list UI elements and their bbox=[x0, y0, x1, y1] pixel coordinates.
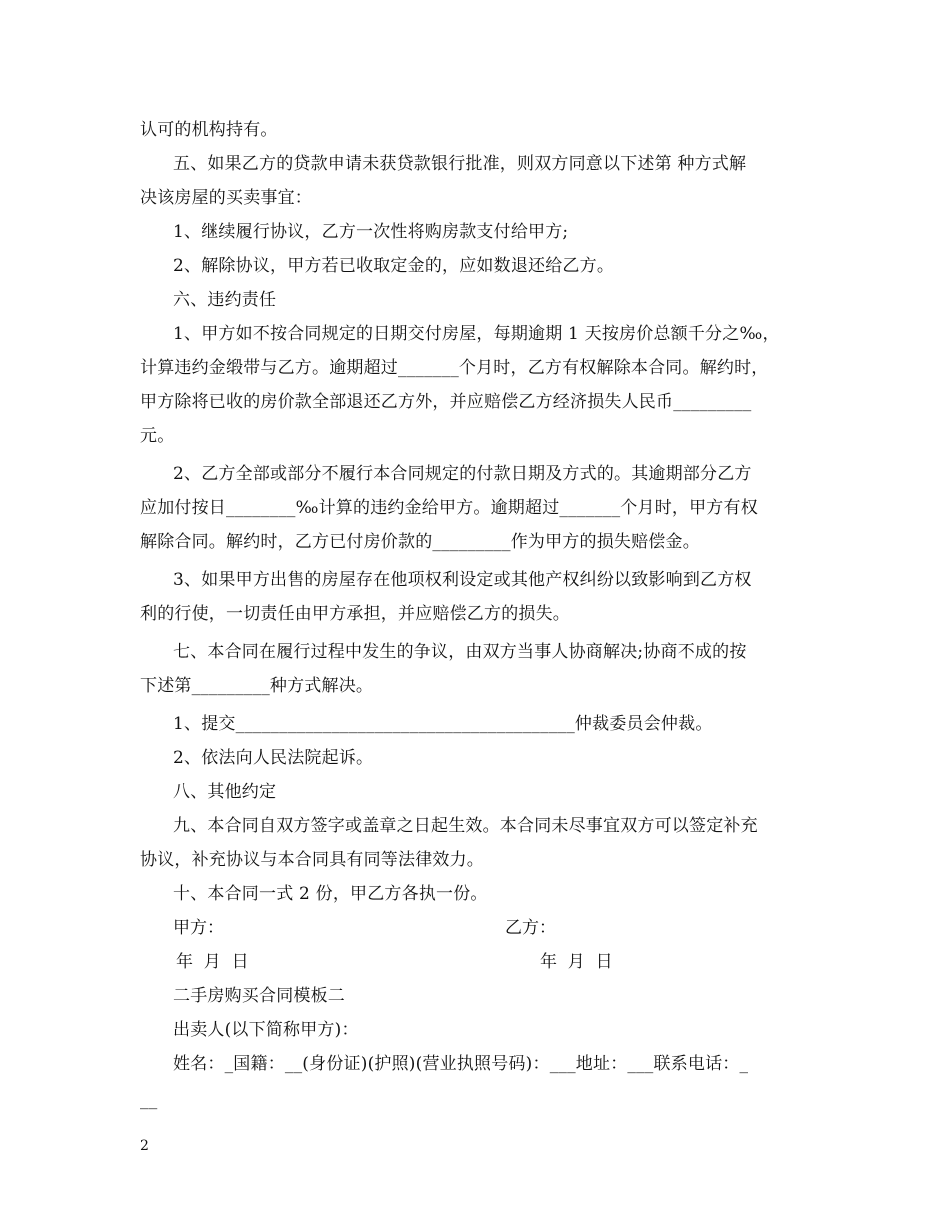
text-line-10: 元。 bbox=[140, 426, 175, 446]
party-a-label: 甲方： bbox=[173, 918, 224, 938]
text-line-8: 计算违约金缎带与乙方。逾期超过_______个月时，乙方有权解除本合同。解约时， bbox=[140, 358, 769, 378]
text-line-seller-info: 姓名：_国籍：__(身份证)(护照)(营业执照号码)：___地址：___联系电话：_ bbox=[173, 1054, 749, 1074]
text-line-17: 下述第_________种方式解决。 bbox=[140, 676, 374, 696]
text-line-continuation: __ bbox=[140, 1090, 158, 1110]
text-line-seller: 出卖人(以下简称甲方)： bbox=[173, 1020, 359, 1040]
text-line-11: 2、乙方全部或部分不履行本合同规定的付款日期及方式的。其逾期部分乙方 bbox=[173, 464, 752, 484]
text-line-13: 解除合同。解约时，乙方已付房价款的_________作为甲方的损失赔偿金。 bbox=[140, 532, 700, 552]
text-line-9: 甲方除将已收的房价款全部退还乙方外，并应赔偿乙方经济损失人民币_________ bbox=[140, 392, 752, 412]
party-b-label: 乙方： bbox=[505, 918, 556, 938]
text-line-6: 六、违约责任 bbox=[173, 290, 277, 310]
text-line-23: 十、本合同一式 2 份，甲乙方各执一份。 bbox=[173, 884, 488, 904]
text-line-1: 认可的机构持有。 bbox=[140, 120, 278, 140]
section-title: 二手房购买合同模板二 bbox=[173, 986, 345, 1006]
text-line-18: 1、提交_______________________________________仲裁委员会仲裁。 bbox=[173, 714, 713, 734]
party-b-date: 年 月 日 bbox=[540, 952, 613, 972]
text-line-19: 2、依法向人民法院起诉。 bbox=[173, 748, 374, 768]
party-a-date: 年 月 日 bbox=[176, 952, 249, 972]
text-line-21: 九、本合同自双方签字或盖章之日起生效。本合同未尽事宜双方可以签定补充 bbox=[173, 816, 758, 836]
text-line-7: 1、甲方如不按合同规定的日期交付房屋，每期逾期 1 天按房价总额千分之‰， bbox=[173, 324, 780, 344]
text-line-22: 协议，补充协议与本合同具有同等法律效力。 bbox=[140, 850, 484, 870]
text-line-12: 应加付按日________‰计算的违约金给甲方。逾期超过_______个月时，甲方有权 bbox=[140, 498, 758, 518]
text-line-16: 七、本合同在履行过程中发生的争议，由双方当事人协商解决;协商不成的按 bbox=[173, 642, 747, 662]
text-line-5: 2、解除协议，甲方若已收取定金的，应如数退还给乙方。 bbox=[173, 256, 615, 276]
text-line-20: 八、其他约定 bbox=[173, 782, 277, 802]
page-number: 2 bbox=[140, 1138, 149, 1154]
text-line-4: 1、继续履行协议，乙方一次性将购房款支付给甲方; bbox=[173, 222, 569, 242]
text-line-3: 决该房屋的买卖事宜： bbox=[140, 188, 312, 208]
text-line-2: 五、如果乙方的贷款申请未获贷款银行批准，则双方同意以下述第 种方式解 bbox=[173, 154, 747, 174]
text-line-14: 3、如果甲方出售的房屋存在他项权利设定或其他产权纠纷以致影响到乙方权 bbox=[173, 570, 752, 590]
text-line-15: 利的行使，一切责任由甲方承担，并应赔偿乙方的损失。 bbox=[140, 604, 570, 624]
